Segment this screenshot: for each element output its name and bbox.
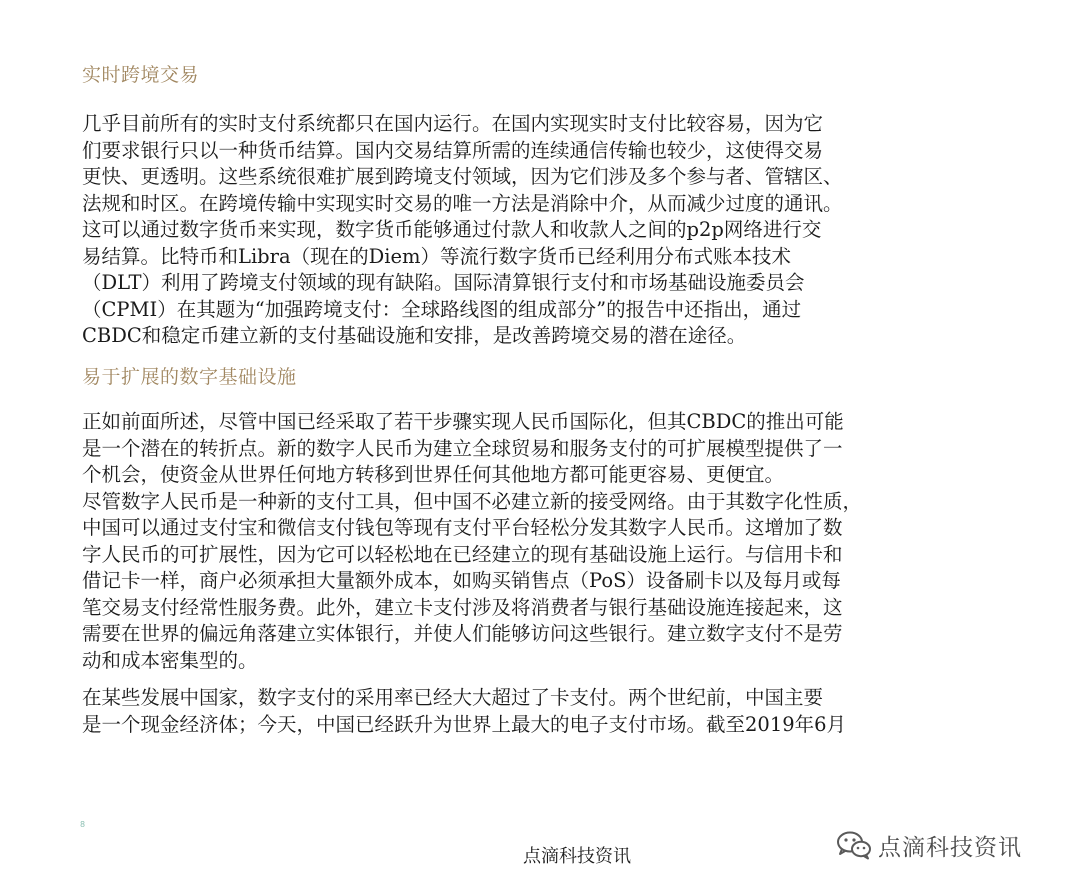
footer-source-label: 点滴科技资讯 <box>523 846 631 867</box>
paragraph-line: （CPMI）在其题为“加强跨境支付：全球路线图的组成部分”的报告中还指出，通过 <box>82 297 802 321</box>
paragraph-line: 们要求银行只以一种货币结算。国内交易结算所需的连续通信传输也较少，这使得交易 <box>82 138 824 162</box>
paragraph-line: 个机会，使资金从世界任何地方转移到世界任何其他地方都可能更容易、更便宜。 <box>82 463 785 486</box>
paragraph-line: 是一个潜在的转折点。新的数字人民币为建立全球贸易和服务支付的可扩展模型提供了一 <box>82 436 843 460</box>
paragraph-line: 是一个现金经济体；今天，中国已经跃升为世界上最大的电子支付市场。截至2019年6月 <box>82 712 847 736</box>
paragraph-line: 尽管数字人民币是一种新的支付工具，但中国不必建立新的接受网络。由于其数字化性质， <box>82 489 863 513</box>
paragraph-line: 动和成本密集型的。 <box>82 648 258 672</box>
section-heading-digital-infrastructure: 易于扩展的数字基础设施 <box>82 366 297 388</box>
paragraph-digital-payments-adoption <box>82 685 982 738</box>
wechat-icon <box>836 830 872 860</box>
page-number: 8 <box>80 820 86 829</box>
paragraph-line: 字人民币的可扩展性，因为它可以轻松地在已经建立的现有基础设施上运行。与信用卡和 <box>82 542 843 566</box>
paragraph-line: 更快、更透明。这些系统很难扩展到跨境支付领域，因为它们涉及多个参与者、管辖区、 <box>82 165 843 188</box>
paragraph-line: CBDC和稳定币建立新的支付基础设施和安排，是改善跨境交易的潜在途径。 <box>82 324 747 347</box>
wechat-account-name: 点滴科技资讯 <box>878 834 1022 861</box>
paragraph-line: 借记卡一样，商户必须承担大量额外成本，如购买销售点（PoS）设备刷卡以及每月或每 <box>82 569 841 592</box>
paragraph-line: 在某些发展中国家，数字支付的采用率已经大大超过了卡支付。两个世纪前，中国主要 <box>82 686 824 709</box>
paragraph-line: 笔交易支付经常性服务费。此外，建立卡支付涉及将消费者与银行基础设施连接起来，这 <box>82 595 843 619</box>
paragraph-line: 中国可以通过支付宝和微信支付钱包等现有支付平台轻松分发其数字人民币。这增加了数 <box>82 516 843 539</box>
paragraph-line: 这可以通过数字货币来实现，数字货币能够通过付款人和收款人之间的p2p网络进行交 <box>82 218 822 241</box>
wechat-watermark <box>836 828 1022 862</box>
paragraph-line: 法规和时区。在跨境传输中实现实时交易的唯一方法是消除中介，从而减少过度的通讯。 <box>82 191 843 215</box>
paragraph-line: （DLT）利用了跨境支付领域的现有缺陷。国际清算银行支付和市场基础设施委员会 <box>82 271 805 294</box>
paragraph-line: 几乎目前所有的实时支付系统都只在国内运行。在国内实现实时支付比较容易，因为它 <box>82 112 824 135</box>
paragraph-line: 易结算。比特币和Libra（现在的Diem）等流行数字货币已经利用分布式账本技术 <box>82 244 792 268</box>
paragraph-digital-infrastructure <box>82 409 982 674</box>
paragraph-line: 需要在世界的偏远角落建立实体银行，并使人们能够访问这些银行。建立数字支付不是劳 <box>82 622 843 645</box>
paragraph-line: 正如前面所述，尽管中国已经采取了若干步骤实现人民币国际化，但其CBDC的推出可能 <box>82 410 844 433</box>
paragraph-cross-border <box>82 111 982 350</box>
section-heading-cross-border: 实时跨境交易 <box>82 64 200 86</box>
